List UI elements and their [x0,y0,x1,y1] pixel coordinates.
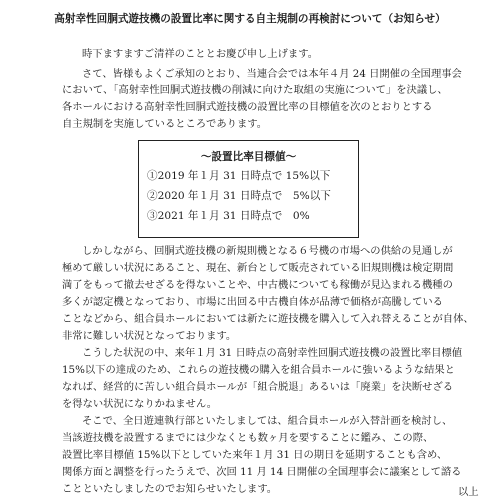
closing-mark: 以上 [458,486,479,498]
paragraph-line: 多くが認定機となっており、市場に出回る中古機自体が品薄で価格が高騰している [62,296,443,308]
paragraph-line: こうした状況の中、来年１月 31 日時点の高射幸性回胴式遊技機の設置比率目標値 [82,347,463,359]
paragraph-line: 当該遊技機を設置するまでには少なくとも数ヶ月を要することに鑑み、この際、 [62,432,434,444]
paragraph-line: そこで、全日遊連執行部といたしましては、組合員ホールが入替計画を検討し、 [82,415,453,427]
paragraph-line: なれば、経営的に苦しい組合員ホールが「組合脱退」あるいは「廃業」を決断せざる [62,381,454,393]
paragraph-line: 各ホールにおける高射幸性回胴式遊技機の設置比率の目標値を次のとおりとする [62,101,433,113]
paragraph-line: しかしながら、回胴式遊技機の新規則機となる６号機の市場への供給の見通しが [82,245,453,257]
paragraph-line: 設置比率目標値 15%以下としていた来年１月 31 日の期日を延期することも含め、 [62,449,448,461]
target-item: ①2019 年１月 31 日時点で 15%以下 [147,170,331,182]
box-heading: ～設置比率目標値～ [200,151,297,163]
paragraph-line: 自主規制を実施しているところであります。 [62,118,268,130]
paragraph-line: 極めて厳しい状況にあること、現在、新台として販売されている旧規則機は検定期間 [62,262,454,274]
paragraph-line: 関係方面と調整を行ったうえで、次回 11 月 14 日開催の全国理事会に議案として諮る [62,466,462,478]
paragraph-line: を得ない状況になりかねません。 [62,398,218,410]
paragraph-line: において、「高射幸性回胴式遊技機の削減に向けた取組の実施について」を決議し、 [62,84,448,96]
document-title: 高射幸性回胴式遊技機の設置比率に関する自主規制の再検討について（お知らせ） [54,13,446,25]
paragraph-line: さて、皆様もよくご承知のとおり、当連合会では本年４月 24 日開催の全国理事会 [82,68,462,80]
target-item: ③2021 年１月 31 日時点で 0% [147,210,310,222]
paragraph-line: ことなどから、組合員ホールにおいては新たに遊技機を購入して入れ替えることが自体、 [62,313,474,325]
target-ratio-box [138,140,359,238]
paragraph-line: 時下ますますご清祥のこととお慶び申し上げます。 [82,48,319,60]
paragraph-line: 15%以下の達成のため、これらの遊技機の購入を組合員ホールに強いるような結果と [62,364,455,376]
target-item: ②2020 年１月 31 日時点で 5%以下 [147,190,331,202]
paragraph-line: 非常に難しい状況となっております。 [62,330,237,342]
paragraph-line: ことといたしましたのでお知らせいたします。 [62,483,278,495]
paragraph-line: 満了をもって撤去せざるを得ないことや、中古機についても稼働が見込まれる機種の [62,279,453,291]
